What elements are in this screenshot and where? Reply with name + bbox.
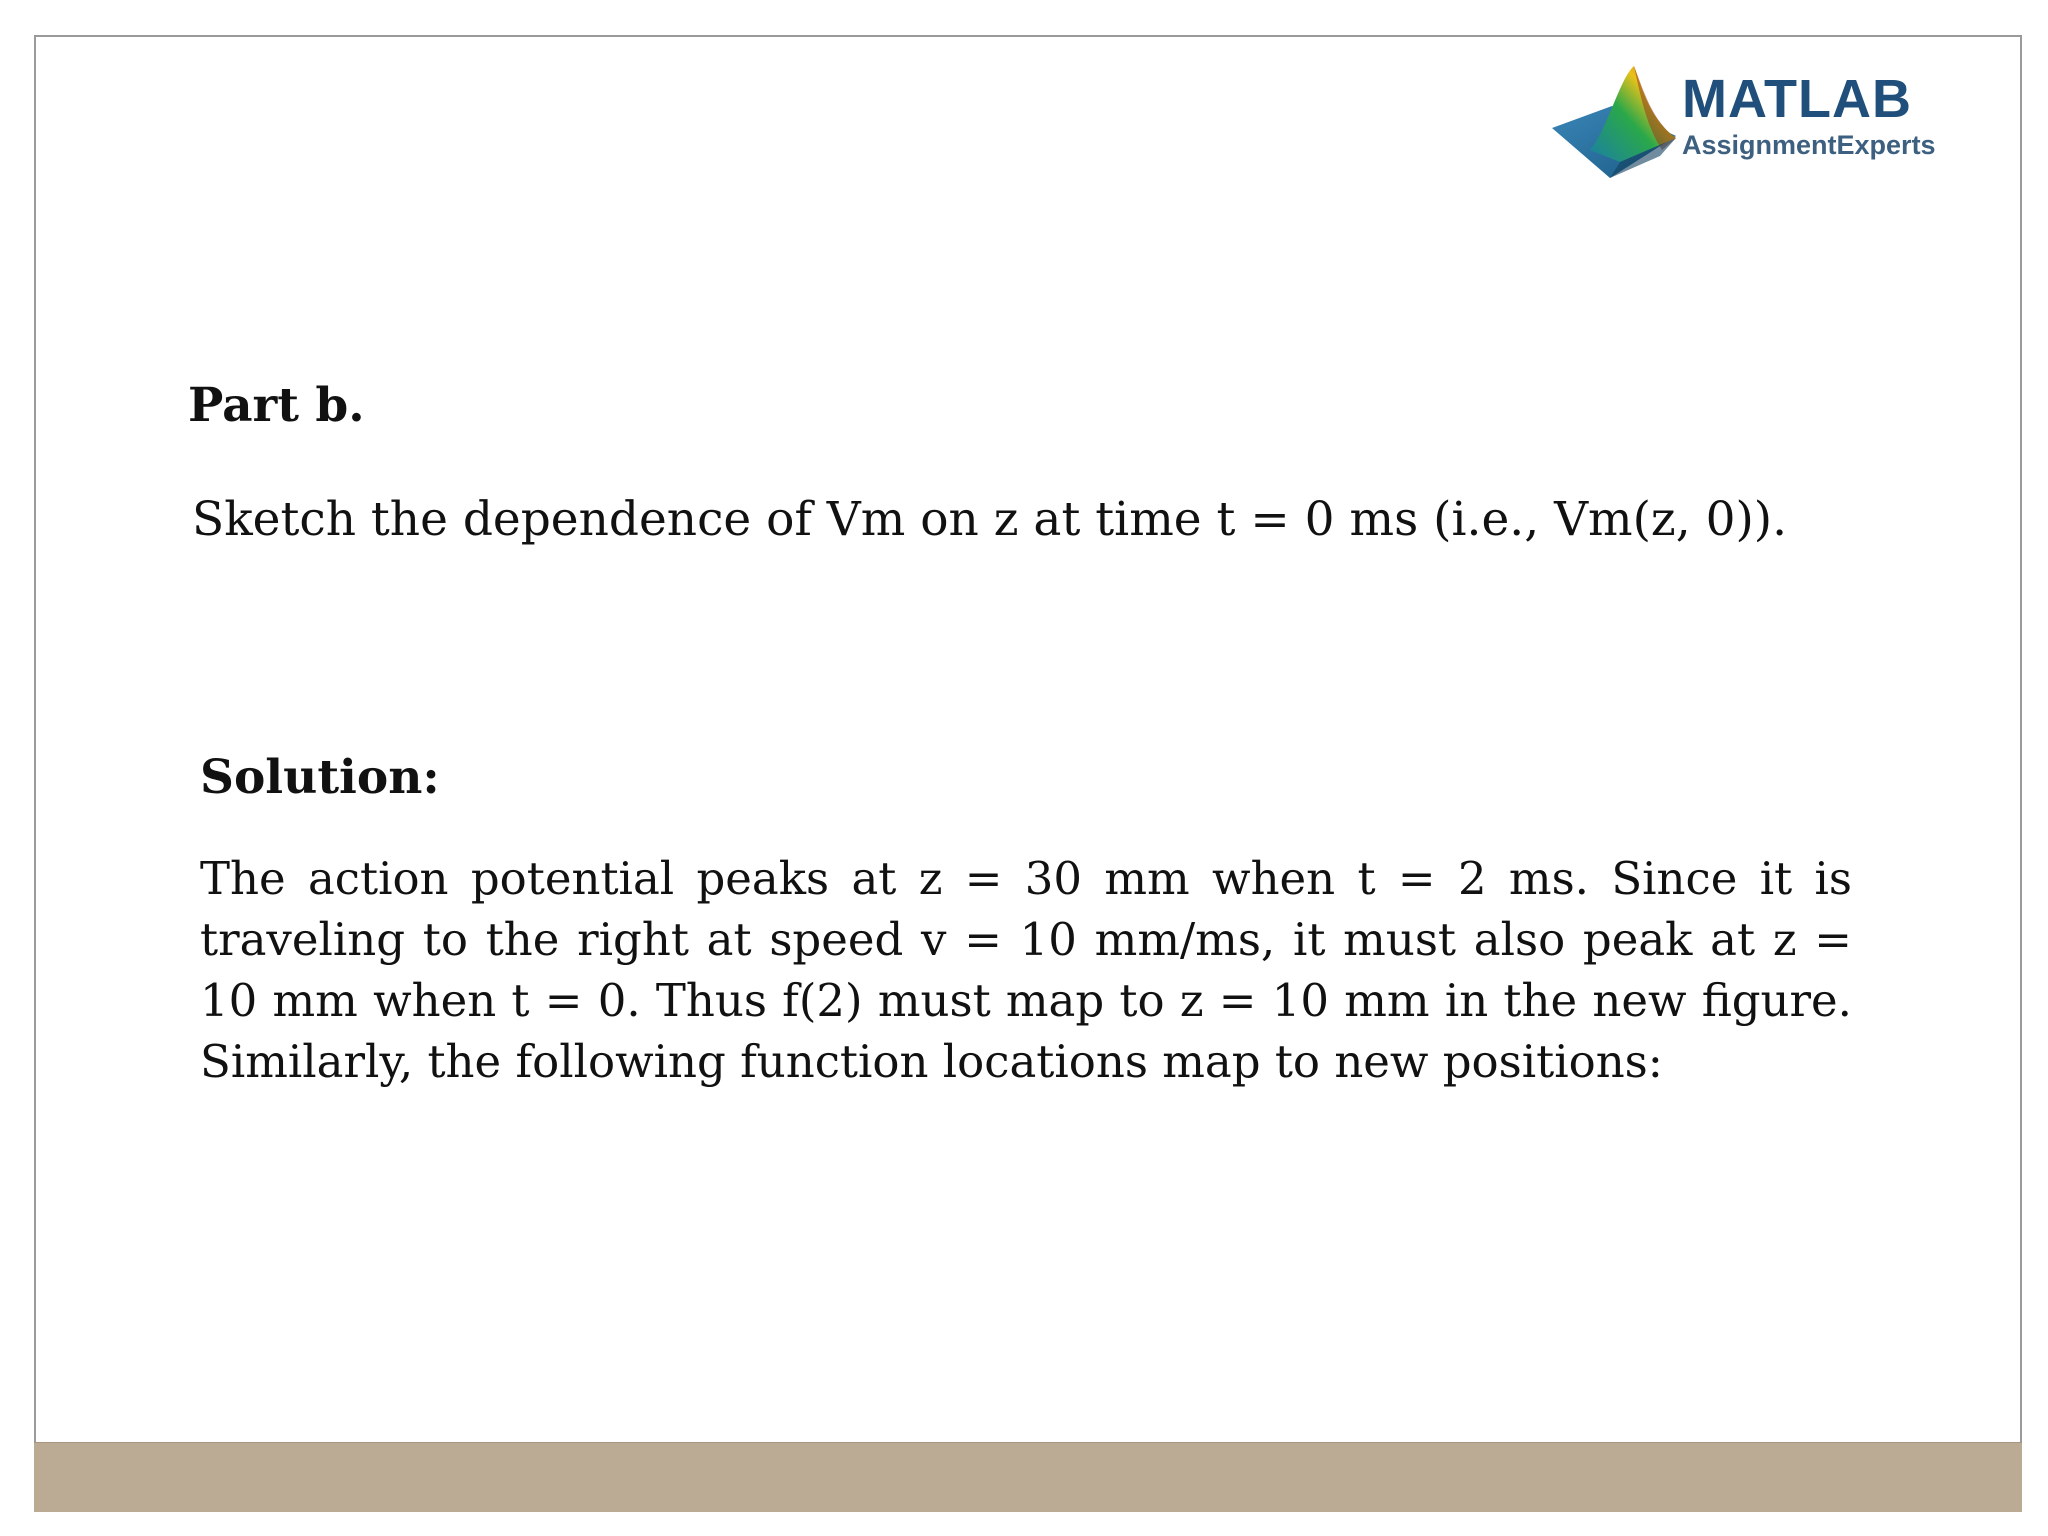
solution-heading: Solution: (200, 750, 440, 805)
matlab-membrane-logo-icon (1550, 58, 1690, 188)
logo-title: MATLAB (1682, 69, 1912, 129)
footer-band (34, 1442, 2022, 1512)
logo-subtitle: AssignmentExperts (1682, 130, 1936, 160)
logo (1550, 58, 1940, 188)
question-text: Sketch the dependence of Vm on z at time t = 0 ms (i.e., Vm(z, 0)). (192, 492, 1788, 547)
solution-paragraph: The action potential peaks at z = 30 mm when t = 2 ms. Since it is traveling to the right at speed v = 10 mm/ms, it must also peak at z = 10 mm when t = 0. Thus f(2) must map to z = 10 mm in the new figure. Similarly, the following function locations map to new positions: (200, 852, 1852, 1088)
part-heading: Part b. (188, 378, 365, 433)
